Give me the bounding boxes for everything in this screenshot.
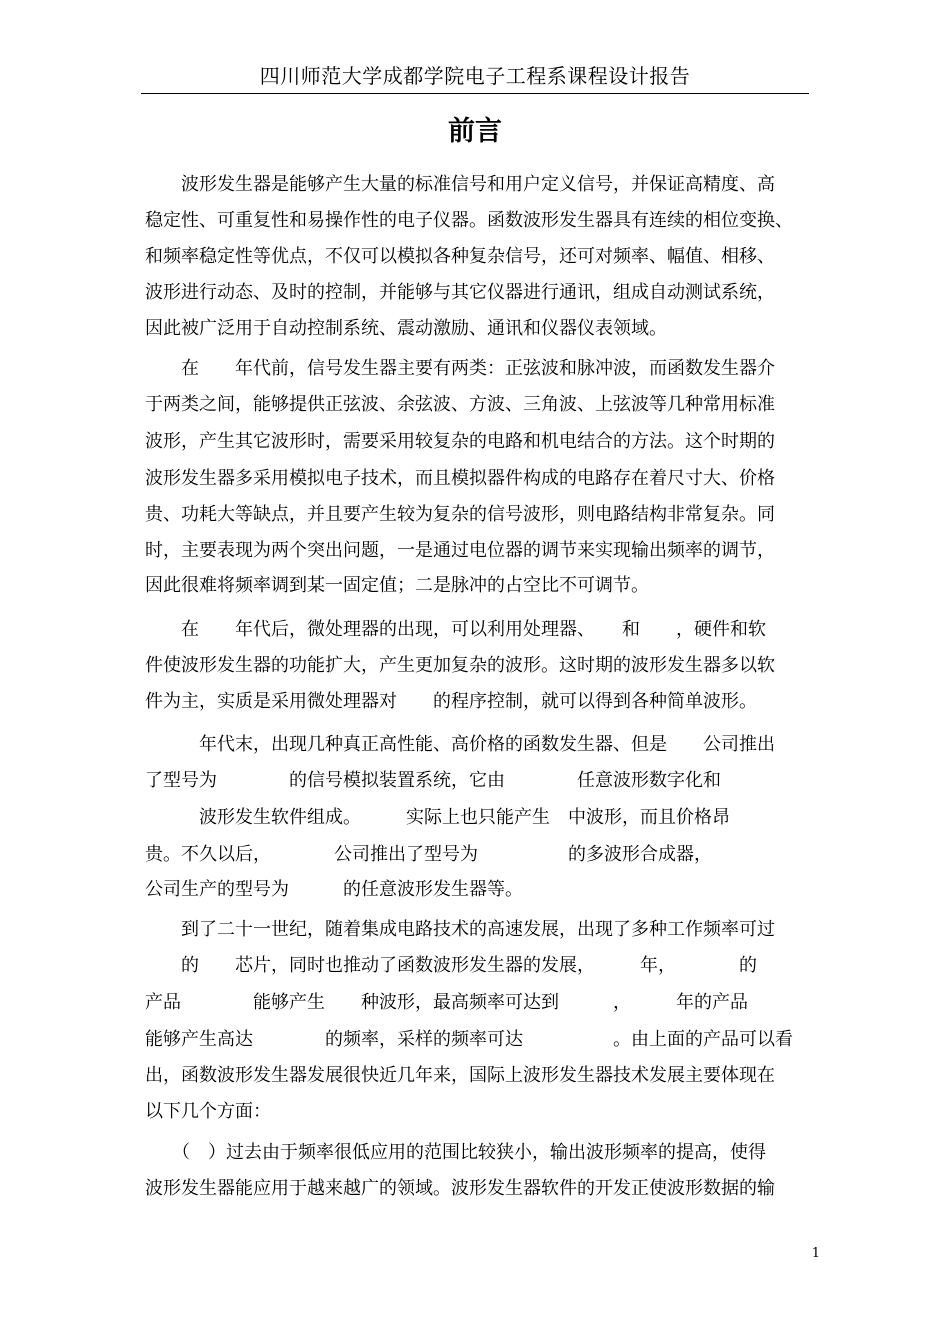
text-line: 波形，产生其它波形时，需要采用较复杂的电路和机电结合的方法。这个时期的 [145, 431, 775, 452]
text-line: 波形发生软件组成。 实际上也只能产生 中波形，而且价格昂 [145, 807, 730, 828]
text-line: 能够产生高达 的频率，采样的频率可达 。由上面的产品可以看 [145, 1029, 793, 1050]
text-line: 因此很难将频率调到某一固定值；二是脉冲的占空比不可调节。 [145, 575, 649, 596]
text-line: 出，函数波形发生器发展很快近几年来，国际上波形发生器技术发展主要体现在 [145, 1065, 775, 1086]
text-line: 贵、功耗大等缺点，并且要产生较为复杂的信号波形，则电路结构非常复杂。同 [145, 504, 775, 525]
text-line: 贵。不久以后， 公司推出了型号为 的多波形合成器， [145, 844, 712, 865]
page-number: 1 [811, 1246, 820, 1261]
text-line: 公司生产的型号为 的任意波形发生器等。 [145, 879, 523, 900]
running-header: 四川师范大学成都学院电子工程系课程设计报告 [259, 64, 691, 88]
text-line: 稳定性、可重复性和易操作性的电子仪器。函数波形发生器具有连续的相位变换、 [145, 210, 793, 231]
text-line: 年代末，出现几种真正高性能、高价格的函数发生器、但是 公司推出 [145, 734, 775, 755]
text-line: （ ）过去由于频率很低应用的范围比较狭小，输出波形频率的提高，使得 [145, 1142, 766, 1163]
text-line: 件使波形发生器的功能扩大，产生更加复杂的波形。这时期的波形发生器多以软 [145, 655, 775, 676]
text-line: 在 年代后，微处理器的出现，可以利用处理器、 和 ，硬件和软 [145, 619, 766, 640]
text-line: 了型号为 的信号模拟装置系统，它由 任意波形数字化和 [145, 770, 721, 791]
text-line: 波形发生器能应用于越来越广的领域。波形发生器软件的开发正使波形数据的输 [145, 1178, 775, 1199]
text-line: 和频率稳定性等优点，不仅可以模拟各种复杂信号，还可对频率、幅值、相移、 [145, 246, 775, 267]
text-line: 波形发生器多采用模拟电子技术，而且模拟器件构成的电路存在着尺寸大、价格 [145, 468, 775, 489]
text-line: 产品 能够产生 种波形，最高频率可达到 ， 年的产品 [145, 992, 748, 1013]
header-rule [141, 93, 809, 94]
text-line: 波形进行动态、及时的控制，并能够与其它仪器进行通讯，组成自动测试系统， [145, 282, 775, 303]
text-line: 因此被广泛用于自动控制系统、震动激励、通讯和仪器仪表领域。 [145, 318, 667, 339]
text-line: 在 年代前，信号发生器主要有两类：正弦波和脉冲波，而函数发生器介 [145, 358, 775, 379]
text-line: 以下几个方面： [145, 1101, 271, 1122]
text-line: 到了二十一世纪，随着集成电路技术的高速发展，出现了多种工作频率可过 [145, 919, 775, 940]
text-line: 于两类之间，能够提供正弦波、余弦波、方波、三角波、上弦波等几种常用标准 [145, 394, 775, 415]
text-line: 的 芯片，同时也推动了函数波形发生器的发展， 年， 的 [145, 955, 757, 976]
text-line: 波形发生器是能够产生大量的标准信号和用户定义信号，并保证高精度、高 [145, 174, 775, 195]
text-line: 件为主，实质是采用微处理器对 的程序控制，就可以得到各种简单波形。 [145, 691, 757, 712]
page-title: 前言 [448, 116, 502, 147]
text-line: 时，主要表现为两个突出问题，一是通过电位器的调节来实现输出频率的调节， [145, 540, 775, 561]
